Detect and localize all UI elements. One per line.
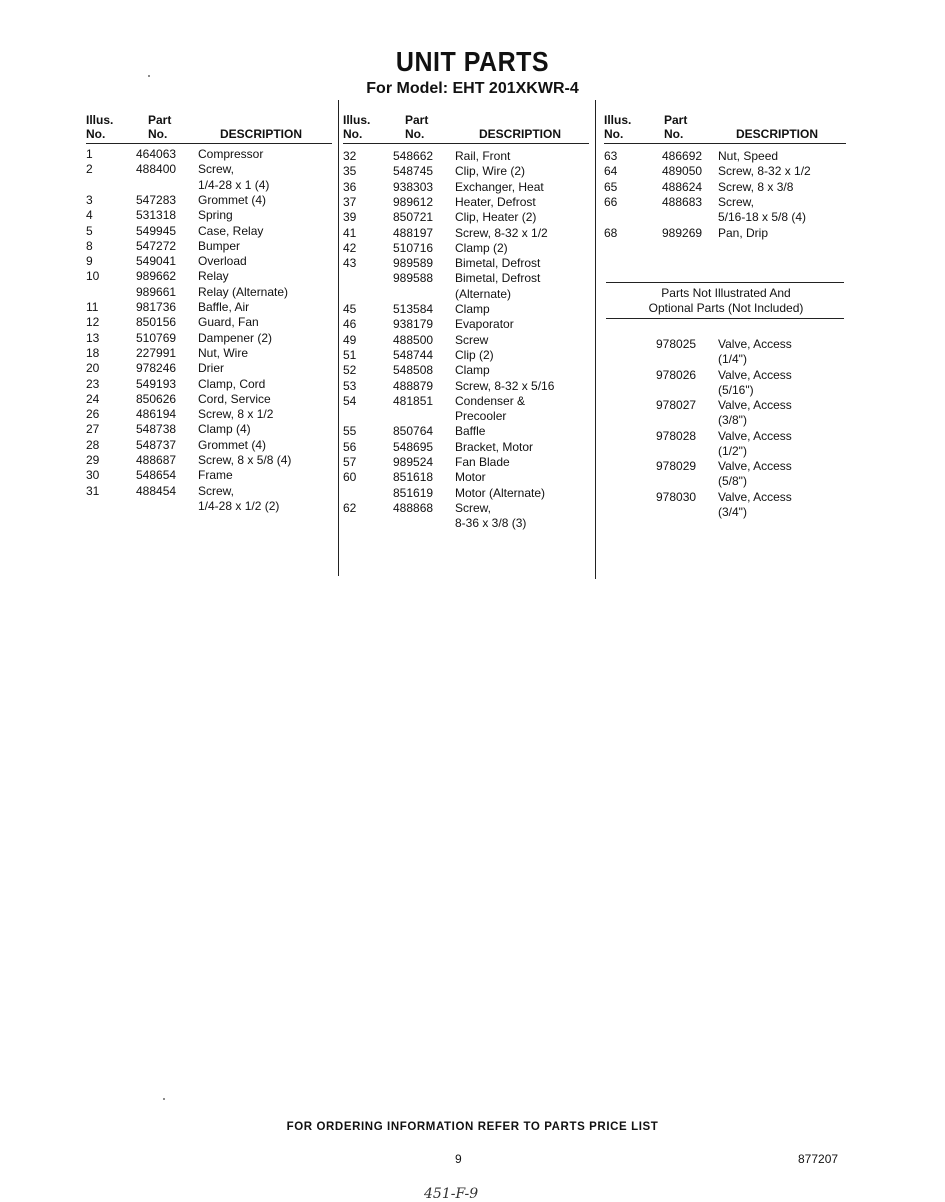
part-description: Dampener (2): [198, 330, 273, 345]
part-number: 547283: [136, 192, 177, 207]
illus-number: 30: [86, 468, 100, 483]
illus-number: 20: [86, 361, 100, 376]
part-number: 510769: [136, 330, 177, 345]
part-number: 989588: [393, 271, 434, 286]
illus-number: 56: [343, 439, 357, 454]
part-description: Exchanger, Heat: [455, 179, 544, 194]
illus-number: 43: [343, 256, 357, 271]
illus-number: 64: [604, 164, 618, 179]
header-rule: [604, 143, 846, 144]
part-description: Bimetal, Defrost: [455, 271, 541, 286]
illus-header: Illus. No.: [604, 113, 632, 141]
illus-number: 10: [86, 269, 100, 284]
part-number: 464063: [136, 147, 177, 161]
part-number: 489050: [662, 164, 703, 179]
illus-number: 29: [86, 453, 100, 467]
illus-number: 52: [343, 363, 357, 378]
part-description: Baffle: [455, 424, 486, 439]
description-header: DESCRIPTION: [736, 127, 819, 141]
valve-size: (1/2"): [718, 443, 747, 458]
illus-number: 24: [86, 391, 100, 406]
part-description: Screw,: [455, 500, 492, 515]
illus-number: 12: [86, 315, 100, 330]
part-number: 488683: [662, 194, 703, 209]
illus-number: 60: [343, 470, 357, 485]
part-number: 549041: [136, 254, 177, 269]
part-description: Nut, Speed: [718, 149, 779, 163]
illus-number: 8: [86, 238, 93, 253]
part-number: 548662: [393, 149, 434, 163]
part-description: Drier: [198, 361, 224, 376]
part-description: 8-36 x 3/8 (3): [455, 516, 527, 531]
part-description: Fan Blade: [455, 455, 510, 469]
page-title: UNIT PARTS: [395, 46, 550, 78]
part-description: Motor: [455, 470, 486, 485]
illus-number: 63: [604, 149, 618, 163]
part-description: Valve, Access: [718, 398, 792, 412]
illus-number: 36: [343, 179, 357, 194]
part-description: Screw,: [198, 162, 235, 177]
illus-header: Illus. No.: [343, 113, 371, 141]
part-number: 488197: [393, 225, 434, 240]
part-description: 1/4-28 x 1 (4): [198, 177, 270, 192]
part-number: 486692: [662, 149, 703, 163]
illus-number: 9: [86, 254, 93, 269]
part-description: Screw, 8-32 x 5/16: [455, 378, 555, 393]
illus-number: 55: [343, 424, 357, 439]
part-number: 850626: [136, 391, 177, 406]
part-description: Relay (Alternate): [198, 284, 289, 299]
part-description: Relay: [198, 269, 229, 284]
part-number: 978029: [656, 459, 697, 473]
part-number: 981736: [136, 300, 177, 314]
part-description: 1/4-28 x 1/2 (2): [198, 498, 280, 513]
header-rule: [86, 143, 332, 144]
part-description: Rail, Front: [455, 149, 511, 163]
part-number: 548738: [136, 422, 177, 437]
part-description: Precooler: [455, 409, 507, 424]
description-header: DESCRIPTION: [220, 127, 303, 141]
optional-parts-heading: Parts Not Illustrated And Optional Parts (Not Included): [648, 286, 804, 315]
part-number: 978027: [656, 398, 697, 412]
valve-size: (5/8"): [718, 474, 747, 488]
part-number: 850721: [393, 210, 434, 225]
part-number: 978026: [656, 367, 697, 382]
illus-number: 62: [343, 500, 357, 515]
valve-size: (1/4"): [718, 352, 747, 366]
part-number: 850156: [136, 315, 177, 330]
part-description: Evaporator: [455, 317, 514, 332]
part-number: 978025: [656, 337, 697, 351]
part-number: 978028: [656, 428, 697, 443]
part-number: 850764: [393, 424, 434, 439]
part-header: Part No.: [405, 113, 429, 141]
illus-number: 49: [343, 332, 357, 347]
part-description: Case, Relay: [198, 223, 264, 238]
part-description: Grommet (4): [198, 437, 267, 452]
illus-number: 28: [86, 437, 100, 452]
part-description: Pan, Drip: [718, 225, 769, 240]
part-number: 989661: [136, 284, 177, 299]
part-number: 548508: [393, 363, 434, 378]
handwritten-note: 451-F-9: [424, 1186, 479, 1202]
part-number: 989662: [136, 269, 177, 284]
illus-number: 32: [343, 149, 357, 163]
ordering-note: FOR ORDERING INFORMATION REFER TO PARTS PRICE LIST: [286, 1121, 659, 1133]
part-description: Clip (2): [455, 347, 494, 362]
illus-number: 23: [86, 376, 100, 391]
illus-number: 26: [86, 407, 100, 422]
part-description: Screw: [455, 332, 489, 347]
illus-number: 3: [86, 192, 93, 207]
part-description: Condenser &: [455, 393, 526, 408]
part-description: Nut, Wire: [198, 345, 249, 360]
part-description: Baffle, Air: [198, 300, 250, 314]
part-description: Frame: [198, 468, 233, 483]
column-divider-2: [595, 100, 596, 579]
part-description: Overload: [198, 254, 247, 269]
part-description: Compressor: [198, 147, 264, 161]
part-header: Part No.: [664, 113, 688, 141]
part-description: Grommet (4): [198, 192, 267, 207]
part-description: Clamp: [455, 302, 490, 316]
illus-number: 46: [343, 317, 357, 332]
illus-number: 68: [604, 225, 618, 240]
part-description: Clip, Wire (2): [455, 164, 526, 179]
part-number: 989589: [393, 256, 434, 271]
part-number: 227991: [136, 345, 177, 360]
part-number: 989269: [662, 225, 703, 240]
part-description: Bimetal, Defrost: [455, 256, 541, 271]
part-number: 513584: [393, 302, 434, 316]
part-description: Clamp, Cord: [198, 376, 266, 391]
illus-number: 35: [343, 164, 357, 179]
part-description: Clamp (2): [455, 240, 508, 255]
part-description: Screw, 8 x 5/8 (4): [198, 453, 292, 467]
scan-speck: [163, 1098, 165, 1100]
part-description: Screw, 8 x 3/8: [718, 179, 794, 194]
part-description: Clamp: [455, 363, 490, 378]
part-number: 549193: [136, 376, 177, 391]
illus-number: 57: [343, 455, 357, 469]
part-number: 548744: [393, 347, 434, 362]
part-number: 978030: [656, 489, 697, 504]
illus-number: 45: [343, 302, 357, 316]
part-description: Guard, Fan: [198, 315, 259, 330]
part-number: 486194: [136, 407, 177, 422]
part-number: 481851: [393, 393, 434, 408]
description-header: DESCRIPTION: [479, 127, 562, 141]
part-description: Valve, Access: [718, 367, 792, 382]
part-description: Spring: [198, 208, 233, 223]
part-description: Motor (Alternate): [455, 485, 546, 500]
part-description: Screw,: [718, 194, 755, 209]
part-number: 548654: [136, 468, 177, 483]
part-number: 549945: [136, 223, 177, 238]
part-number: 488400: [136, 162, 177, 177]
illus-number: 5: [86, 223, 93, 238]
part-number: 488868: [393, 500, 434, 515]
header-rule: [343, 143, 589, 144]
part-number: 531318: [136, 208, 177, 223]
part-number: 851619: [393, 485, 434, 500]
part-description: Screw, 8-32 x 1/2: [718, 164, 811, 179]
illus-number: 27: [86, 422, 100, 437]
illus-number: 13: [86, 330, 100, 345]
illus-number: 42: [343, 240, 357, 255]
valve-size: (3/8"): [718, 413, 747, 427]
illus-number: 65: [604, 179, 618, 194]
illus-number: 66: [604, 194, 618, 209]
optional-section-bottom-rule: [606, 318, 844, 319]
part-number: 548745: [393, 164, 434, 179]
part-description: Valve, Access: [718, 489, 792, 504]
part-number: 978246: [136, 361, 177, 376]
part-number: 548737: [136, 437, 177, 452]
illus-number: 2: [86, 162, 93, 177]
page-number: 9: [455, 1152, 462, 1166]
illus-number: 31: [86, 483, 100, 498]
illus-number: 37: [343, 194, 357, 209]
part-description: Screw,: [198, 483, 235, 498]
part-number: 938179: [393, 317, 434, 332]
part-header: Part No.: [148, 113, 172, 141]
part-description: Valve, Access: [718, 428, 792, 443]
part-number: 938303: [393, 179, 434, 194]
part-description: Screw, 8-32 x 1/2: [455, 225, 548, 240]
illus-number: 11: [86, 300, 99, 314]
part-description: Bumper: [198, 238, 241, 253]
part-number: 510716: [393, 240, 434, 255]
valve-size: (3/4"): [718, 504, 747, 519]
part-description: Cord, Service: [198, 391, 271, 406]
part-description: (Alternate): [455, 286, 512, 301]
column-divider-1: [338, 100, 339, 576]
part-description: Bracket, Motor: [455, 439, 534, 454]
part-description: Clamp (4): [198, 422, 251, 437]
illus-number: 51: [343, 347, 357, 362]
part-number: 488500: [393, 332, 434, 347]
scan-speck: [148, 75, 150, 77]
illus-number: 53: [343, 378, 357, 393]
part-number: 989612: [393, 194, 434, 209]
illus-number: 1: [86, 147, 93, 161]
part-description: Valve, Access: [718, 337, 792, 351]
illus-number: 18: [86, 345, 100, 360]
part-number: 851618: [393, 470, 434, 485]
valve-size: (5/16"): [718, 382, 754, 397]
illus-header: Illus. No.: [86, 113, 114, 141]
part-number: 548695: [393, 439, 434, 454]
part-number: 488687: [136, 453, 177, 467]
document-number: 877207: [798, 1152, 839, 1166]
part-description: Screw, 8 x 1/2: [198, 407, 274, 422]
part-number: 989524: [393, 455, 434, 469]
part-description: Clip, Heater (2): [455, 210, 537, 225]
illus-number: 4: [86, 208, 93, 223]
part-number: 488454: [136, 483, 177, 498]
part-number: 488624: [662, 179, 703, 194]
part-description: 5/16-18 x 5/8 (4): [718, 210, 807, 225]
illus-number: 41: [343, 225, 357, 240]
part-description: Valve, Access: [718, 459, 792, 473]
illus-number: 54: [343, 393, 357, 408]
part-number: 547272: [136, 238, 177, 253]
part-description: Heater, Defrost: [455, 194, 536, 209]
part-number: 488879: [393, 378, 434, 393]
illus-number: 39: [343, 210, 357, 225]
optional-section-top-rule: [606, 282, 844, 283]
model-subtitle: For Model: EHT 201XKWR-4: [366, 80, 579, 97]
